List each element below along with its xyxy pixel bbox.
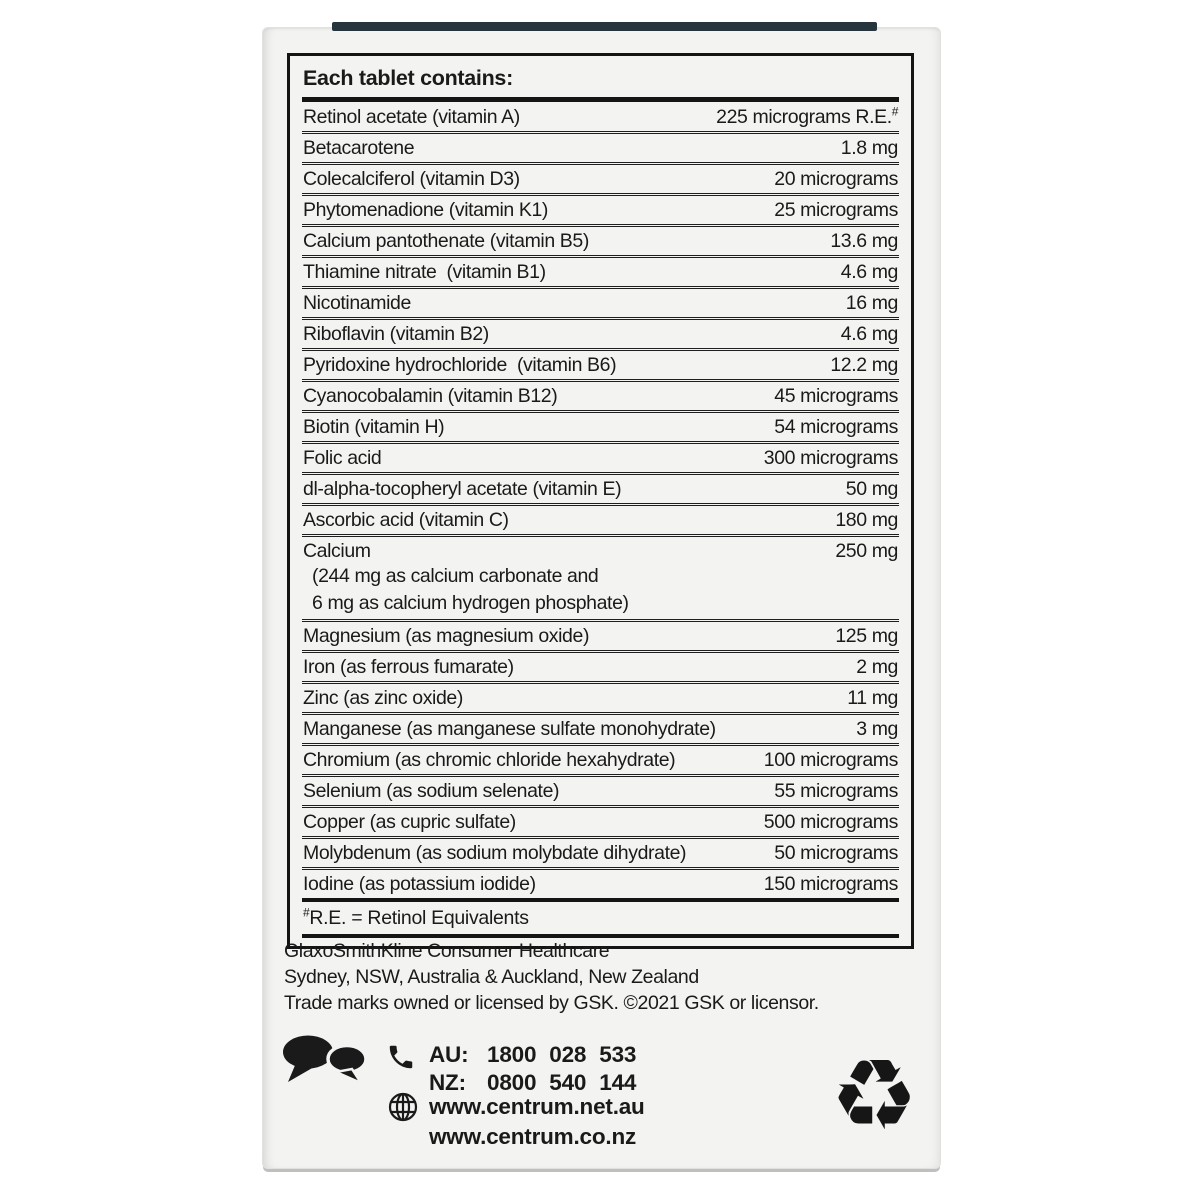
trademark-notice: Trade marks owned or licensed by GSK. ©2021 GSK or licensor. [284, 992, 819, 1014]
ingredient-amount: 16 mg [845, 292, 898, 314]
ingredient-row [302, 472, 899, 503]
ingredient-amount: 25 micrograms [774, 199, 898, 221]
ingredient-amount: 4.6 mg [840, 323, 898, 345]
ingredient-amount: 11 mg [847, 687, 898, 709]
ingredient-amount: 180 mg [835, 509, 898, 531]
ingredient-amount: 1.8 mg [840, 137, 898, 159]
ingredient-amount: 150 micrograms [763, 873, 898, 895]
ingredient-amount: 500 micrograms [763, 811, 898, 833]
ingredient-name: Magnesium (as magnesium oxide) [303, 625, 590, 647]
ingredient-name: Molybdenum (as sodium molybdate dihydrate) [303, 842, 687, 864]
phone-nz-number: 0800 540 144 [487, 1070, 637, 1095]
ingredient-name: Betacarotene [303, 137, 415, 159]
ingredient-row [302, 317, 899, 348]
ingredient-row [302, 410, 899, 441]
ingredient-name: Nicotinamide [303, 292, 411, 314]
website-au: www.centrum.net.au [429, 1094, 645, 1119]
company-name: GlaxoSmithKline Consumer Healthcare [284, 940, 610, 962]
ingredient-name: Retinol acetate (vitamin A) [303, 106, 520, 128]
ingredient-row [302, 379, 899, 410]
company-address: Sydney, NSW, Australia & Auckland, New Zealand [284, 966, 699, 988]
table-footnote: #R.E. = Retinol Equivalents [303, 905, 529, 929]
ingredient-subline: (244 mg as calcium carbonate and [312, 565, 599, 587]
ingredient-amount: 54 micrograms [774, 416, 898, 438]
ingredient-row [302, 286, 899, 317]
phone-au-number: 1800 028 533 [487, 1042, 637, 1067]
title-rule [302, 97, 899, 102]
company-info [284, 938, 819, 1016]
ingredient-amount: 55 micrograms [774, 780, 898, 802]
ingredient-sublines [303, 563, 898, 617]
ingredient-amount: 225 micrograms R.E.# [716, 104, 898, 128]
ingredient-row [302, 193, 899, 224]
ingredient-amount: 20 micrograms [774, 168, 898, 190]
ingredient-name: Chromium (as chromic chloride hexahydrate) [303, 749, 676, 771]
ingredient-row [302, 681, 899, 712]
ingredient-name: Zinc (as zinc oxide) [303, 687, 463, 709]
ingredient-amount: 125 mg [835, 625, 898, 647]
recycling-symbol-icon: ♻ [830, 1039, 918, 1153]
ingredient-amount: 3 mg [856, 718, 898, 740]
package-top-edge-bar [332, 22, 877, 31]
ingredient-name: Selenium (as sodium selenate) [303, 780, 560, 802]
ingredient-row [302, 255, 899, 286]
ingredient-row [302, 712, 899, 743]
ingredient-amount: 300 micrograms [763, 447, 898, 469]
ingredient-row [302, 224, 899, 255]
ingredient-name: Copper (as cupric sulfate) [303, 811, 516, 833]
ingredient-row [302, 805, 899, 836]
table-title: Each tablet contains: [303, 66, 513, 90]
ingredient-subline: 6 mg as calcium hydrogen phosphate) [312, 592, 629, 614]
ingredient-row [302, 503, 899, 534]
ingredient-name: Riboflavin (vitamin B2) [303, 323, 489, 345]
ingredient-name: dl-alpha-tocopheryl acetate (vitamin E) [303, 478, 622, 500]
ingredient-name: Cyanocobalamin (vitamin B12) [303, 385, 558, 407]
ingredient-row [302, 619, 899, 650]
ingredient-name: Thiamine nitrate (vitamin B1) [303, 261, 546, 283]
globe-icon [388, 1092, 418, 1127]
ingredient-row [302, 743, 899, 774]
ingredient-name: Iodine (as potassium iodide) [303, 873, 536, 895]
ingredient-row [302, 103, 899, 131]
ingredient-row [302, 836, 899, 867]
phone-icon [386, 1042, 416, 1077]
ingredient-amount: 12.2 mg [830, 354, 898, 376]
ingredients-table [287, 53, 914, 949]
ingredient-name: Folic acid [303, 447, 382, 469]
speech-bubbles-icon [281, 1034, 377, 1093]
ingredient-name: Phytomenadione (vitamin K1) [303, 199, 548, 221]
website-nz: www.centrum.co.nz [429, 1124, 637, 1149]
ingredient-amount: 50 mg [845, 478, 898, 500]
ingredient-amount: 4.6 mg [840, 261, 898, 283]
ingredient-row [302, 534, 899, 619]
ingredient-rows [302, 103, 899, 898]
ingredient-name: Pyridoxine hydrochloride (vitamin B6) [303, 354, 617, 376]
ingredient-row [302, 441, 899, 472]
phone-au [429, 1042, 636, 1068]
phone-nz-label: NZ: [429, 1070, 466, 1095]
ingredient-row [302, 131, 899, 162]
ingredient-name: Ascorbic acid (vitamin C) [303, 509, 509, 531]
ingredient-row [302, 867, 899, 898]
ingredient-name: Iron (as ferrous fumarate) [303, 656, 514, 678]
ingredient-amount: 50 micrograms [774, 842, 898, 864]
ingredient-row [302, 348, 899, 379]
ingredient-row [302, 650, 899, 681]
footnote-marker: # [303, 905, 310, 920]
phone-au-label: AU: [429, 1042, 469, 1067]
ingredient-amount: 250 mg [835, 540, 898, 562]
footnote-marker: # [891, 104, 898, 119]
ingredient-name: Manganese (as manganese sulfate monohydrate) [303, 718, 716, 740]
ingredient-name: Colecalciferol (vitamin D3) [303, 168, 520, 190]
ingredient-name: Biotin (vitamin H) [303, 416, 445, 438]
ingredient-amount: 45 micrograms [774, 385, 898, 407]
ingredient-amount: 13.6 mg [830, 230, 898, 252]
ingredient-name: Calcium pantothenate (vitamin B5) [303, 230, 589, 252]
ingredient-amount: 2 mg [856, 656, 898, 678]
ingredient-row [302, 774, 899, 805]
ingredient-amount: 100 micrograms [763, 749, 898, 771]
ingredient-name: Calcium [303, 540, 371, 562]
ingredient-row [302, 162, 899, 193]
phone-nz [429, 1070, 636, 1096]
